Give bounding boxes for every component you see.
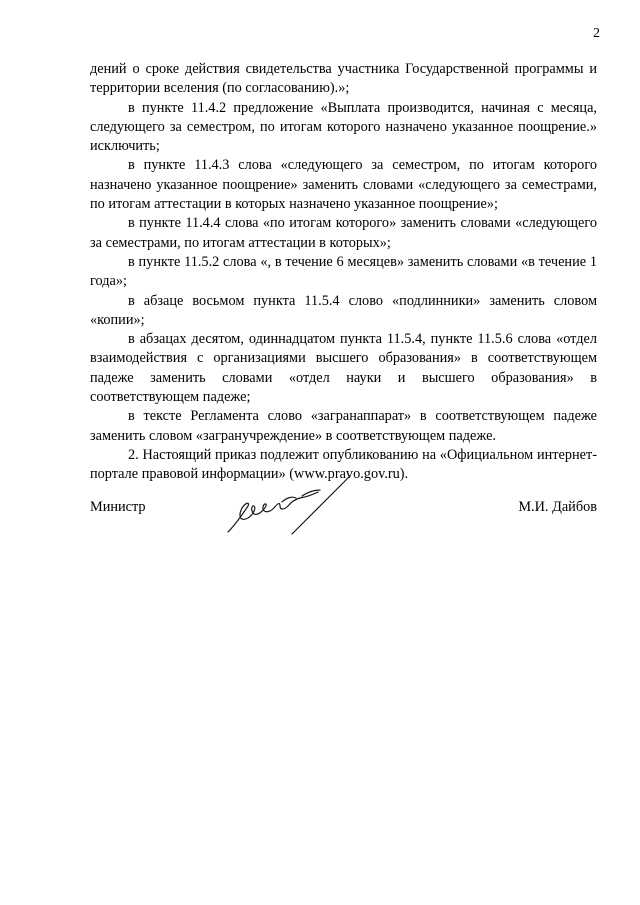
paragraph-continuation: дений о сроке действия свидетельства участника Государственной программы и территории вселения (по согласованию).»; [90, 61, 597, 97]
paragraph-11-4-4: в пункте 11.4.4 слова «по итогам которого» заменить словами «следующего за семестрами, по итогам аттестации в которых»; [90, 215, 597, 251]
paragraph-publication: 2. Настоящий приказ подлежит опубликованию на «Официальном интернет-портале правовой информации» (www.pravo.gov.ru). [90, 446, 597, 483]
paragraph-11-5-4-eighth: в абзаце восьмом пункта 11.5.4 слово «подлинники» заменить словом «копии»; [90, 292, 597, 328]
page-number: 2 [593, 26, 600, 41]
paragraph-11-5-2: в пункте 11.5.2 слова «, в течение 6 месяцев» заменить словами «в течение 1 года»; [90, 253, 597, 290]
document-body [90, 60, 597, 485]
paragraph-11-4-2: в пункте 11.4.2 предложение «Выплата производится, начиная с месяца, следующего за семестром, по итогам которого назначено указанное поощрение.» исключить; [90, 99, 597, 155]
signatory-name: М.И. Дайбов [518, 499, 597, 515]
signatory-title: Министр [90, 499, 146, 515]
paragraph-11-4-3: в пункте 11.4.3 слова «следующего за семестром, по итогам которого назначено указанное поощрение» заменить словами «следующего за семестрами, по итогам аттестации в которых назначено указанное поощрение»; [90, 157, 597, 213]
paragraph-11-5-4-tenth: в абзацах десятом, одиннадцатом пункта 11.5.4, пункте 11.5.6 слова «отдел взаимодействия с организациями высшего образования» в соответствующем падеже заменить словами «отдел науки и высшего образования» в соответствующем падеже; [90, 331, 597, 406]
handwritten-signature [222, 472, 354, 542]
paragraph-reglament: в тексте Регламента слово «загранаппарат» в соответствующем падеже заменить словом «загранучреждение» в соответствующем падеже. [90, 408, 597, 444]
